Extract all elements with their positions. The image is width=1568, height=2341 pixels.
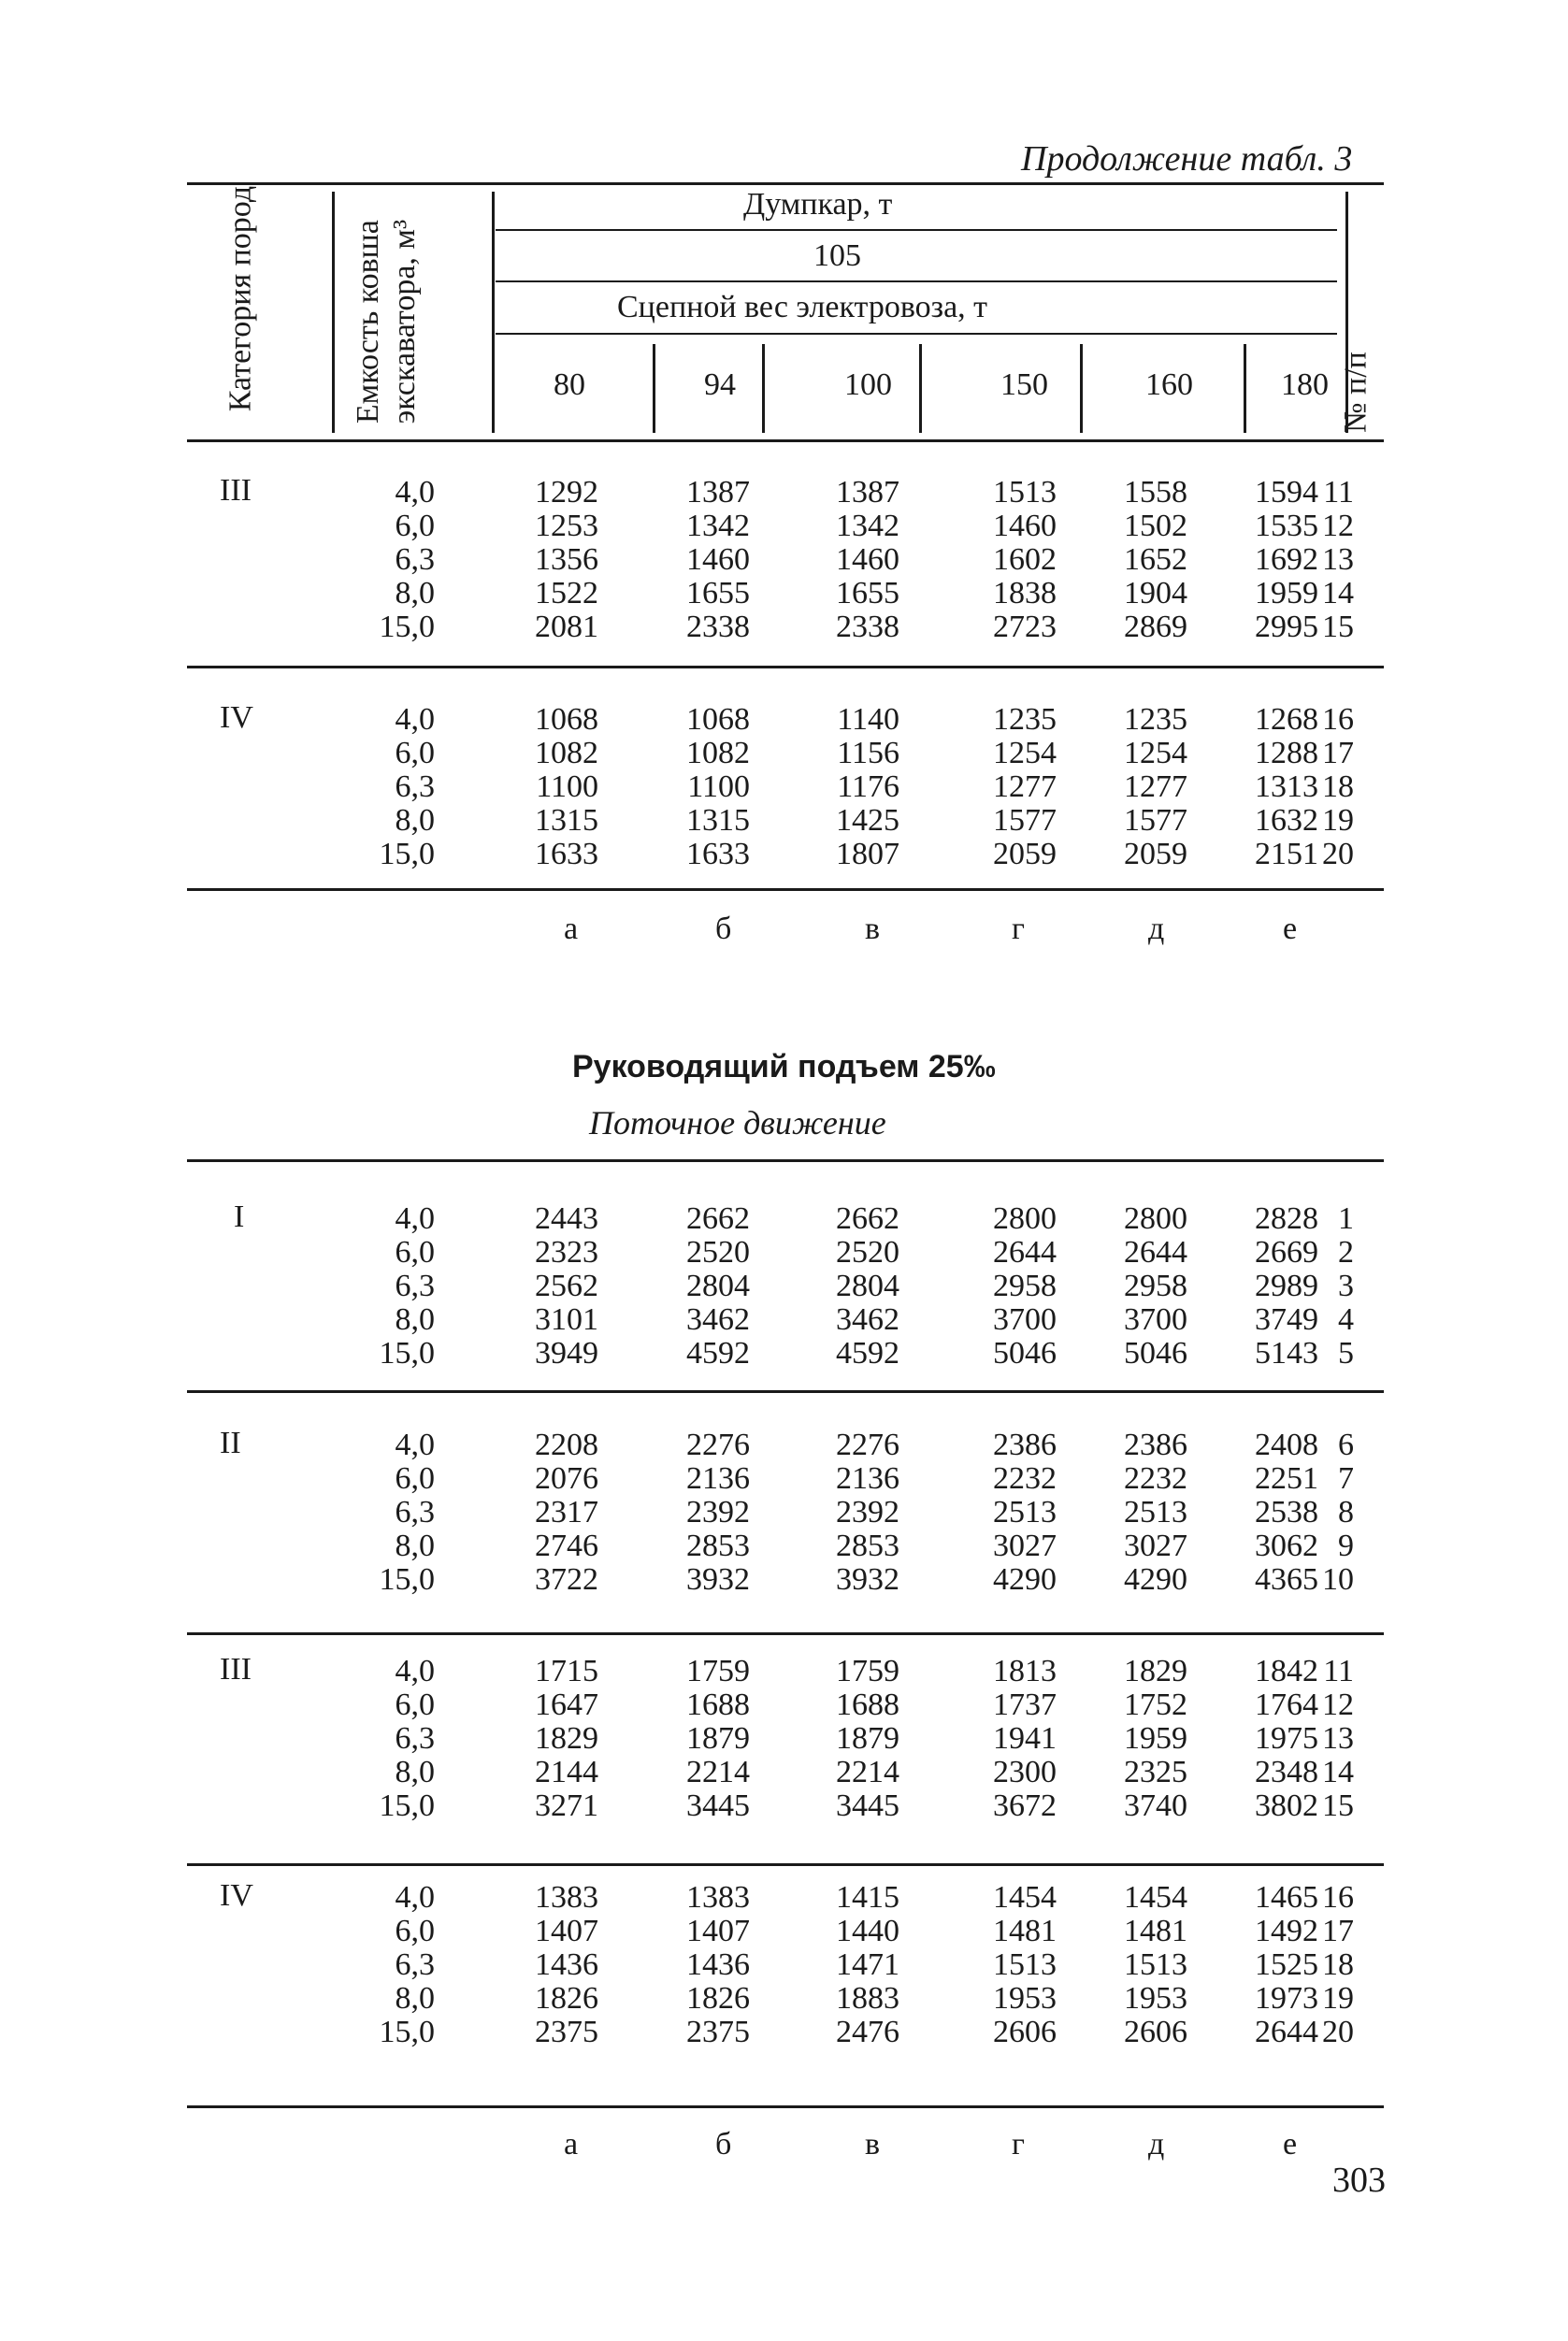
cell-value: 4290 [1124,1562,1187,1597]
cell-value: 1759 [686,1654,750,1688]
cell-value: 1387 [686,475,750,510]
row-number: 16 [1322,1880,1354,1915]
cell-value: 3027 [993,1529,1057,1563]
bucket-capacity: 8,0 [395,576,435,610]
bucket-capacity: 15,0 [379,1788,435,1823]
cell-value: 5046 [1124,1336,1187,1371]
group-rule-4 [187,2105,1384,2108]
header-weight-divider-0 [653,344,655,433]
cell-value: 1342 [686,509,750,543]
cell-value: 2443 [535,1201,598,1236]
header-weight-0: 80 [554,367,585,402]
cell-value: 1460 [686,542,750,577]
cell-value: 1268 [1255,702,1318,737]
cell-value: 1315 [686,803,750,838]
row-number: 18 [1322,1947,1354,1982]
cell-value: 2520 [686,1235,750,1270]
row-number: 5 [1338,1336,1354,1371]
cell-value: 4290 [993,1562,1057,1597]
cell-value: 1688 [686,1688,750,1722]
cell-value: 1481 [1124,1914,1187,1948]
section-title: Руководящий подъем 25‰ [572,1049,996,1084]
cell-value: 1826 [686,1981,750,2016]
cell-value: 1082 [686,736,750,770]
cell-value: 1904 [1124,576,1187,610]
cell-value: 1838 [993,576,1057,610]
cell-value: 2958 [993,1269,1057,1303]
cell-value: 1513 [993,1947,1057,1982]
cell-value: 1387 [836,475,899,510]
column-letter-1: б [715,912,732,946]
cell-value: 1356 [535,542,598,577]
cell-value: 1068 [535,702,598,737]
bucket-capacity: 6,0 [395,1461,435,1496]
cell-value: 2251 [1255,1461,1318,1496]
row-number: 20 [1322,2015,1354,2049]
cell-value: 1342 [836,509,899,543]
cell-value: 2059 [993,837,1057,871]
cell-value: 2669 [1255,1235,1318,1270]
cell-value: 1688 [836,1688,899,1722]
page-number: 303 [1332,2161,1386,2200]
cell-value: 2300 [993,1755,1057,1789]
bucket-capacity: 15,0 [379,837,435,871]
row-number: 12 [1322,509,1354,543]
cell-value: 1813 [993,1654,1057,1688]
row-number: 13 [1322,1721,1354,1756]
cell-value: 2317 [535,1495,598,1530]
header-weight-divider-1 [762,344,765,433]
bucket-capacity: 4,0 [395,702,435,737]
cell-value: 3672 [993,1788,1057,1823]
bucket-capacity: 8,0 [395,1529,435,1563]
cell-value: 1959 [1124,1721,1187,1756]
bucket-capacity: 6,3 [395,1721,435,1756]
column-letter-0: а [564,912,579,946]
row-number: 7 [1338,1461,1354,1496]
bucket-capacity: 6,3 [395,1269,435,1303]
group-rule-1 [187,1390,1384,1393]
cell-value: 3462 [686,1302,750,1337]
cell-value: 1465 [1255,1880,1318,1915]
cell-value: 2562 [535,1269,598,1303]
cell-value: 2076 [535,1461,598,1496]
cell-value: 2325 [1124,1755,1187,1789]
cell-value: 2208 [535,1428,598,1462]
bucket-capacity: 8,0 [395,803,435,838]
cell-value: 1633 [535,837,598,871]
cell-value: 2151 [1255,837,1318,871]
cell-value: 1525 [1255,1947,1318,1982]
cell-value: 2392 [686,1495,750,1530]
header-number: № п/п [1338,352,1374,433]
cell-value: 1558 [1124,475,1187,510]
cell-value: 1807 [836,837,899,871]
row-number: 19 [1322,1981,1354,2016]
cell-value: 1655 [686,576,750,610]
category-label: IV [220,700,253,735]
cell-value: 5046 [993,1336,1057,1371]
cell-value: 1752 [1124,1688,1187,1722]
column-letter-2: в [865,2127,881,2161]
cell-value: 1737 [993,1688,1057,1722]
cell-value: 1277 [993,769,1057,804]
cell-value: 1436 [686,1947,750,1982]
bucket-capacity: 6,3 [395,769,435,804]
cell-value: 3722 [535,1562,598,1597]
cell-value: 1632 [1255,803,1318,838]
cell-value: 1471 [836,1947,899,1982]
bucket-capacity: 4,0 [395,1201,435,1236]
category-label: I [234,1199,245,1234]
cell-value: 2853 [686,1529,750,1563]
cell-value: 2828 [1255,1201,1318,1236]
cell-value: 1407 [686,1914,750,1948]
header-weight-divider-3 [1080,344,1083,433]
cell-value: 1829 [1124,1654,1187,1688]
cell-value: 1140 [837,702,899,737]
bucket-capacity: 6,3 [395,1947,435,1982]
bucket-capacity: 15,0 [379,1562,435,1597]
cell-value: 2800 [993,1201,1057,1236]
cell-value: 1100 [687,769,750,804]
bucket-capacity: 4,0 [395,475,435,510]
header-weight-5: 180 [1281,367,1329,402]
cell-value: 1313 [1255,769,1318,804]
cell-value: 1440 [836,1914,899,1948]
row-number: 6 [1338,1428,1354,1462]
cell-value: 3740 [1124,1788,1187,1823]
cell-value: 1176 [837,769,899,804]
cell-value: 2476 [836,2015,899,2049]
column-letter-0: а [564,2127,579,2161]
cell-value: 2059 [1124,837,1187,871]
category-label: III [220,1652,252,1687]
cell-value: 2644 [993,1235,1057,1270]
cell-value: 1879 [836,1721,899,1756]
cell-value: 2606 [1124,2015,1187,2049]
row-number: 17 [1322,1914,1354,1948]
row-number: 13 [1322,542,1354,577]
row-number: 2 [1338,1235,1354,1270]
cell-value: 1156 [837,736,899,770]
cell-value: 1692 [1255,542,1318,577]
bucket-capacity: 15,0 [379,2015,435,2049]
header-weight-divider-2 [919,344,922,433]
column-letter-3: г [1012,2127,1025,2161]
bucket-capacity: 6,0 [395,509,435,543]
cell-value: 2375 [535,2015,598,2049]
row-number: 12 [1322,1688,1354,1722]
group-rule-0 [187,1159,1384,1162]
cell-value: 3700 [1124,1302,1187,1337]
row-number: 3 [1338,1269,1354,1303]
cell-value: 1292 [535,475,598,510]
header-bucket-capacity: Емкость ковша экскаватора, м³ [350,219,422,424]
category-label: III [220,473,252,508]
row-number: 4 [1338,1302,1354,1337]
cell-value: 2804 [836,1269,899,1303]
cell-value: 1959 [1255,576,1318,610]
column-letter-5: е [1283,912,1298,946]
cell-value: 1425 [836,803,899,838]
header-weight-4: 160 [1145,367,1193,402]
header-divider-1 [332,192,335,433]
cell-value: 1829 [535,1721,598,1756]
header-rule-dumpcar [496,229,1337,231]
cell-value: 2375 [686,2015,750,2049]
cell-value: 4592 [836,1336,899,1371]
cell-value: 2958 [1124,1269,1187,1303]
cell-value: 3062 [1255,1529,1318,1563]
cell-value: 1655 [836,576,899,610]
bucket-capacity: 4,0 [395,1428,435,1462]
column-letter-1: б [715,2127,732,2161]
cell-value: 2276 [686,1428,750,1462]
bucket-capacity: 6,0 [395,1688,435,1722]
group-rule-2 [187,1632,1384,1635]
cell-value: 1315 [535,803,598,838]
cell-value: 4365 [1255,1562,1318,1597]
header-locomotive: Сцепной вес электровоза, т [617,290,988,324]
cell-value: 2804 [686,1269,750,1303]
cell-value: 1826 [535,1981,598,2016]
header-category: Категория пород [223,185,258,412]
bucket-capacity: 15,0 [379,1336,435,1371]
bucket-capacity: 4,0 [395,1880,435,1915]
category-label: IV [220,1878,253,1913]
cell-value: 2800 [1124,1201,1187,1236]
group-rule-0 [187,666,1384,668]
cell-value: 1288 [1255,736,1318,770]
continuation-label: Продолжение табл. 3 [1021,139,1353,179]
cell-value: 2136 [686,1461,750,1496]
bucket-capacity: 4,0 [395,1654,435,1688]
bucket-capacity: 6,0 [395,736,435,770]
row-number: 20 [1322,837,1354,871]
cell-value: 1602 [993,542,1057,577]
cell-value: 2408 [1255,1428,1318,1462]
cell-value: 1759 [836,1654,899,1688]
header-weight-3: 150 [1000,367,1048,402]
cell-value: 3445 [686,1788,750,1823]
cell-value: 4592 [686,1336,750,1371]
column-letter-4: д [1148,912,1165,946]
cell-value: 2338 [836,610,899,644]
cell-value: 5143 [1255,1336,1318,1371]
group-rule-3 [187,1863,1384,1866]
row-number: 8 [1338,1495,1354,1530]
cell-value: 1973 [1255,1981,1318,2016]
cell-value: 2538 [1255,1495,1318,1530]
cell-value: 1633 [686,837,750,871]
cell-value: 3462 [836,1302,899,1337]
cell-value: 1502 [1124,509,1187,543]
cell-value: 1513 [1124,1947,1187,1982]
cell-value: 1522 [535,576,598,610]
cell-value: 2392 [836,1495,899,1530]
cell-value: 1454 [1124,1880,1187,1915]
bucket-capacity: 8,0 [395,1755,435,1789]
cell-value: 1953 [1124,1981,1187,2016]
cell-value: 3101 [535,1302,598,1337]
table-top-rule [187,182,1384,185]
cell-value: 1953 [993,1981,1057,2016]
cell-value: 1460 [993,509,1057,543]
cell-value: 1253 [535,509,598,543]
header-dumpcar: Думпкар, т [743,187,893,222]
bucket-capacity: 6,0 [395,1235,435,1270]
cell-value: 1883 [836,1981,899,2016]
cell-value: 1277 [1124,769,1187,804]
cell-value: 2853 [836,1529,899,1563]
cell-value: 1415 [836,1880,899,1915]
header-divider-2 [492,192,495,433]
header-dumpcar-value: 105 [813,238,861,273]
cell-value: 2995 [1255,610,1318,644]
cell-value: 3027 [1124,1529,1187,1563]
cell-value: 1652 [1124,542,1187,577]
section-subtitle: Поточное движение [589,1104,886,1142]
cell-value: 2348 [1255,1755,1318,1789]
cell-value: 1975 [1255,1721,1318,1756]
cell-value: 2232 [993,1461,1057,1496]
cell-value: 1383 [535,1880,598,1915]
bucket-capacity: 15,0 [379,610,435,644]
cell-value: 2606 [993,2015,1057,2049]
column-letter-5: е [1283,2127,1298,2161]
cell-value: 1577 [1124,803,1187,838]
cell-value: 2338 [686,610,750,644]
cell-value: 2662 [836,1201,899,1236]
column-letter-3: г [1012,912,1025,946]
cell-value: 2662 [686,1201,750,1236]
cell-value: 2644 [1124,1235,1187,1270]
row-number: 15 [1322,1788,1354,1823]
cell-value: 1764 [1255,1688,1318,1722]
cell-value: 2520 [836,1235,899,1270]
cell-value: 1454 [993,1880,1057,1915]
cell-value: 1535 [1255,509,1318,543]
header-weight-1: 94 [704,367,736,402]
cell-value: 2746 [535,1529,598,1563]
cell-value: 1100 [536,769,598,804]
cell-value: 2214 [836,1755,899,1789]
cell-value: 1254 [993,736,1057,770]
row-number: 17 [1322,736,1354,770]
header-weight-divider-4 [1244,344,1246,433]
cell-value: 2644 [1255,2015,1318,2049]
cell-value: 2989 [1255,1269,1318,1303]
row-number: 10 [1322,1562,1354,1597]
cell-value: 2869 [1124,610,1187,644]
row-number: 15 [1322,610,1354,644]
bucket-capacity: 6,3 [395,542,435,577]
cell-value: 3271 [535,1788,598,1823]
cell-value: 1068 [686,702,750,737]
row-number: 11 [1323,475,1354,510]
cell-value: 2386 [1124,1428,1187,1462]
row-number: 16 [1322,702,1354,737]
cell-value: 1577 [993,803,1057,838]
category-label: II [220,1426,241,1460]
cell-value: 3932 [686,1562,750,1597]
cell-value: 1842 [1255,1654,1318,1688]
row-number: 9 [1338,1529,1354,1563]
cell-value: 2136 [836,1461,899,1496]
header-rule-value [496,280,1337,282]
cell-value: 2386 [993,1428,1057,1462]
cell-value: 1715 [535,1654,598,1688]
cell-value: 1383 [686,1880,750,1915]
cell-value: 1460 [836,542,899,577]
header-weight-2: 100 [844,367,892,402]
cell-value: 2214 [686,1755,750,1789]
cell-value: 2144 [535,1755,598,1789]
cell-value: 3802 [1255,1788,1318,1823]
cell-value: 1647 [535,1688,598,1722]
row-number: 11 [1323,1654,1354,1688]
group-rule-1 [187,888,1384,891]
cell-value: 3445 [836,1788,899,1823]
cell-value: 3700 [993,1302,1057,1337]
row-number: 14 [1322,1755,1354,1789]
cell-value: 3932 [836,1562,899,1597]
cell-value: 2723 [993,610,1057,644]
cell-value: 1254 [1124,736,1187,770]
header-rule-locomotive [496,333,1337,335]
row-number: 1 [1338,1201,1354,1236]
cell-value: 1941 [993,1721,1057,1756]
cell-value: 1235 [993,702,1057,737]
cell-value: 3949 [535,1336,598,1371]
bucket-capacity: 6,0 [395,1914,435,1948]
bucket-capacity: 8,0 [395,1302,435,1337]
cell-value: 2081 [535,610,598,644]
cell-value: 1235 [1124,702,1187,737]
bucket-capacity: 8,0 [395,1981,435,2016]
cell-value: 2276 [836,1428,899,1462]
cell-value: 1513 [993,475,1057,510]
row-number: 14 [1322,576,1354,610]
cell-value: 1082 [535,736,598,770]
cell-value: 2232 [1124,1461,1187,1496]
cell-value: 1436 [535,1947,598,1982]
cell-value: 2513 [993,1495,1057,1530]
bucket-capacity: 6,3 [395,1495,435,1530]
cell-value: 1594 [1255,475,1318,510]
row-number: 19 [1322,803,1354,838]
cell-value: 3749 [1255,1302,1318,1337]
cell-value: 1407 [535,1914,598,1948]
cell-value: 2513 [1124,1495,1187,1530]
row-number: 18 [1322,769,1354,804]
cell-value: 1492 [1255,1914,1318,1948]
column-letter-2: в [865,912,881,946]
cell-value: 1879 [686,1721,750,1756]
cell-value: 2323 [535,1235,598,1270]
column-letter-4: д [1148,2127,1165,2161]
cell-value: 1481 [993,1914,1057,1948]
